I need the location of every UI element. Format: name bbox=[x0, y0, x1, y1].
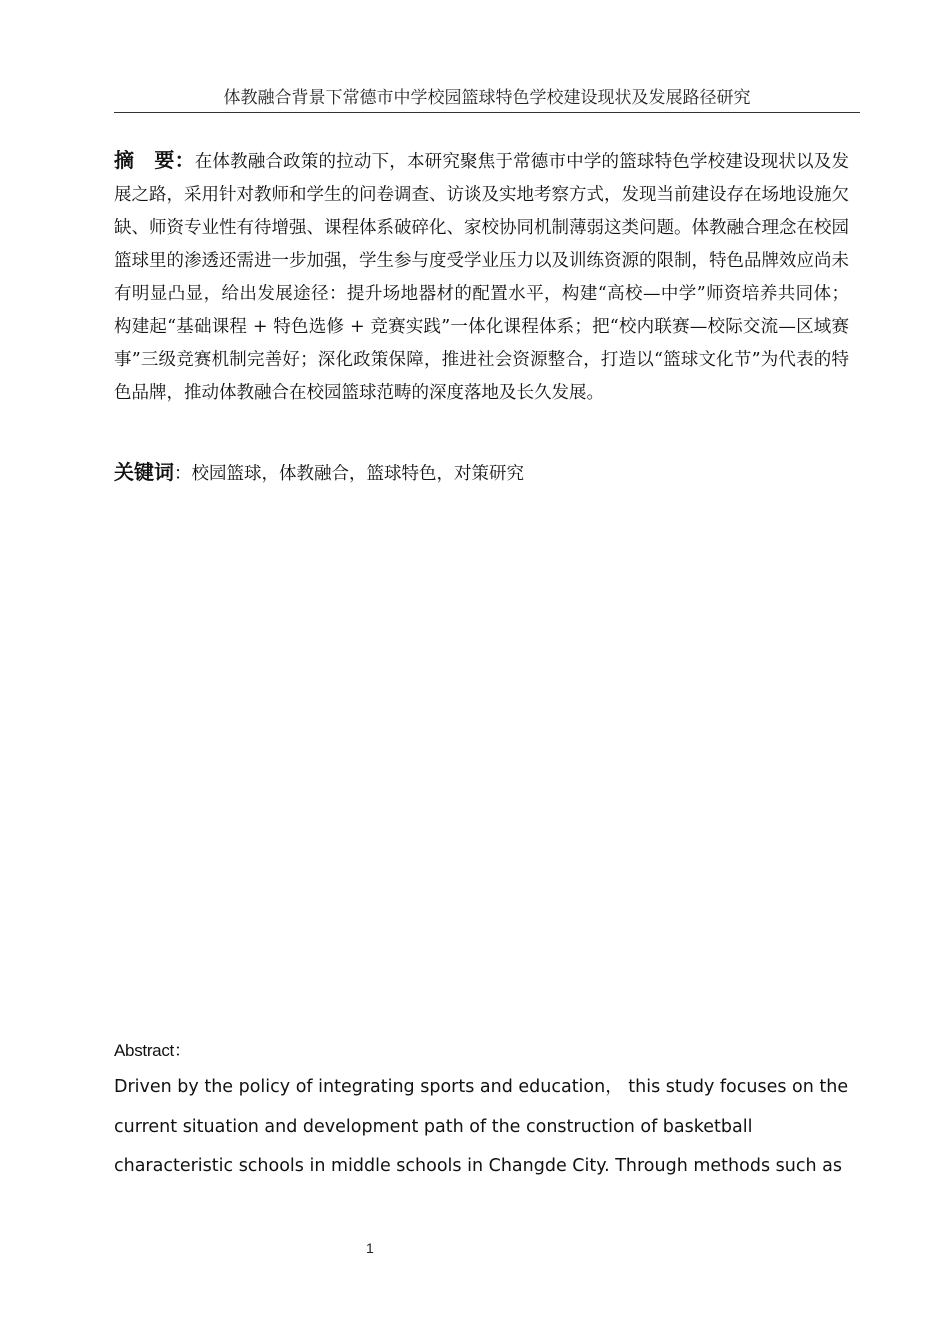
abstract-cn-text: 在体教融合政策的拉动下，本研究聚焦于常德市中学的篮球特色学校建设现状以及发展之路，采用针对教师和学生的问卷调查、访谈及实地考察方式，发现当前建设存在场地设施欠缺、师资专业性有待增强、课程体系破碎化、家校协同机制薄弱这类问题。体教融合理念在校园篮球里的渗透还需进一步加强，学生参与度受学业压力以及训练资源的限制，特色品牌效应尚未有明显凸显，给出发展途径：提升场地器材的配置水平，构建“高校—中学”师资培养共同体；构建起“基础课程 + 特色选修 + 竞赛实践”一体化课程体系；把“校内联赛—校际交流—区域赛事”三级竞赛机制完善好；深化政策保障，推进社会资源整合，打造以“篮球文化节”为代表的特色品牌，推动体教融合在校园篮球范畴的深度落地及长久发展。 bbox=[114, 152, 849, 403]
abstract-cn-separator: ： bbox=[174, 148, 195, 172]
keywords-cn-separator: ： bbox=[174, 464, 192, 484]
running-header: 体教融合背景下常德市中学校园篮球特色学校建设现状及发展路径研究 bbox=[114, 86, 860, 113]
abstract-en-text: Driven by the policy of integrating sports and education， this study focuses on the current situation and development path of the construction of basketball characteristic schools in middle schools in Changde City. Through methods such as bbox=[114, 1077, 849, 1176]
keywords-cn bbox=[114, 456, 849, 491]
abstract-cn bbox=[114, 144, 849, 410]
abstract-cn-label: 摘 要 bbox=[114, 148, 175, 172]
abstract-en-label: Abstract： bbox=[114, 1041, 191, 1060]
keywords-cn-label: 关键词 bbox=[114, 460, 174, 484]
keywords-cn-text: 校园篮球，体教融合，篮球特色，对策研究 bbox=[191, 464, 524, 484]
page-number: 1 bbox=[366, 1240, 374, 1256]
